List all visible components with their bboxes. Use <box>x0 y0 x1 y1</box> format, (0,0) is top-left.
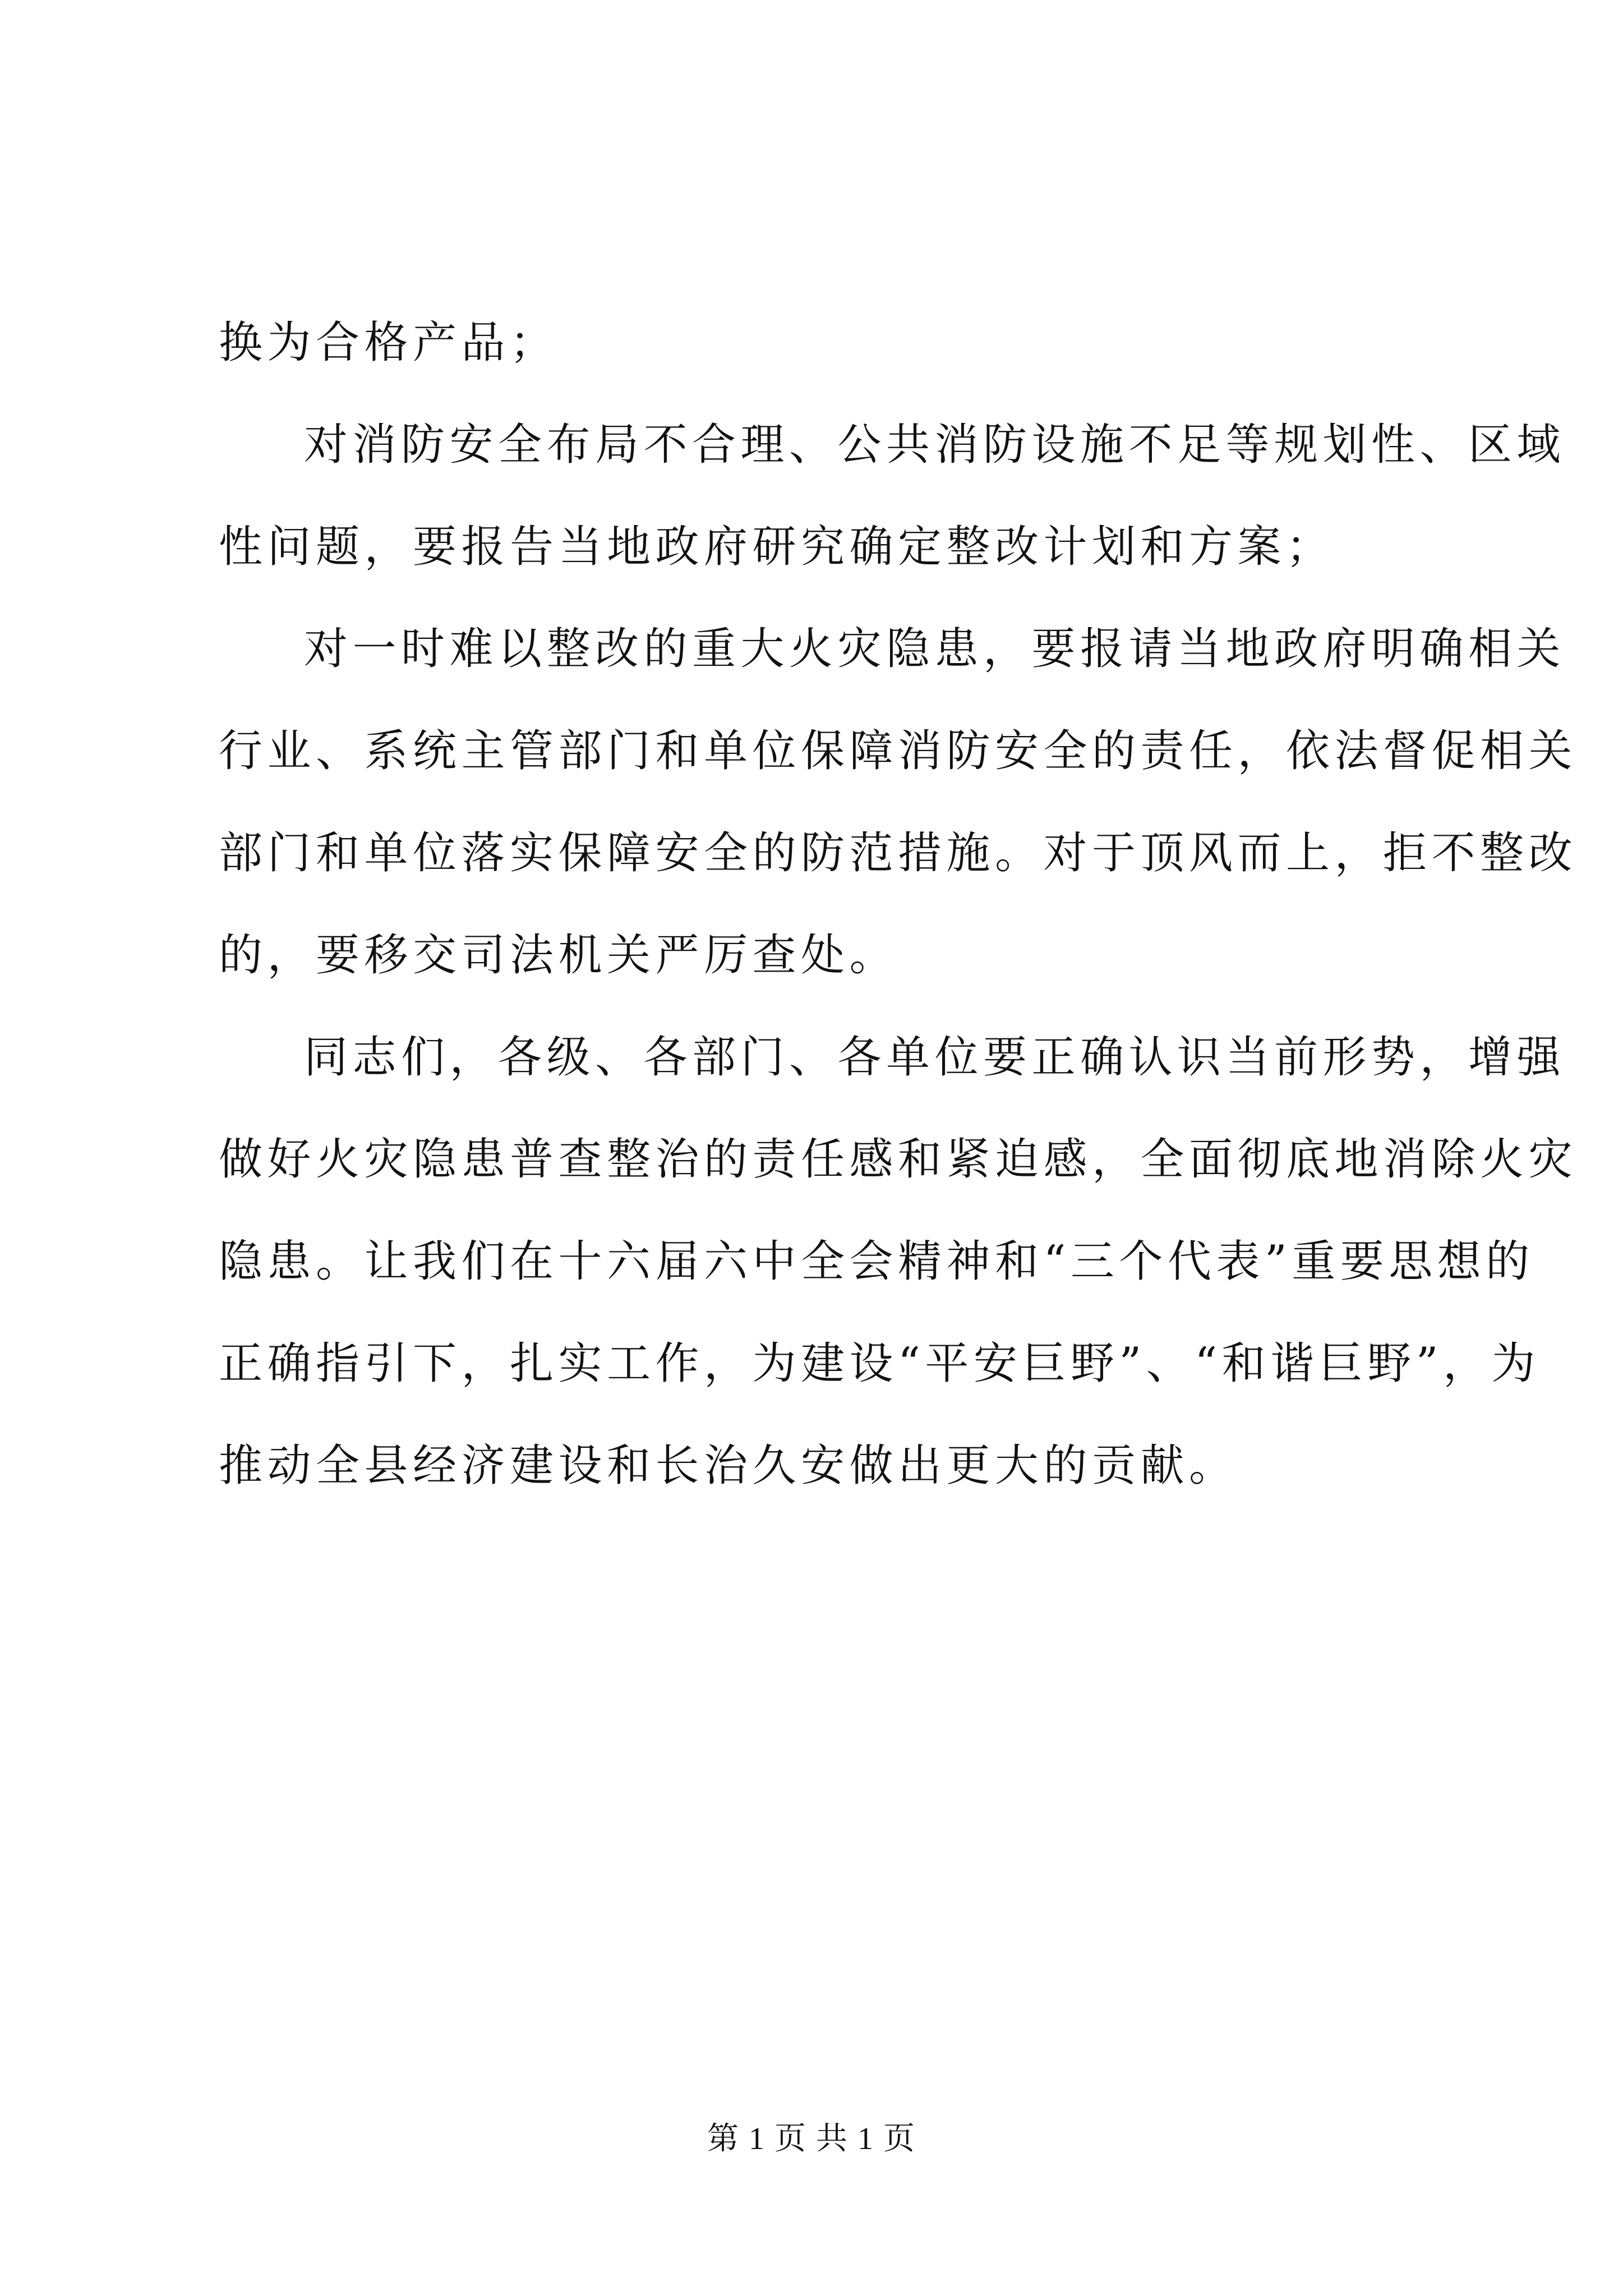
text-line: 部门和单位落实保障安全的防范措施。对于顶风而上，拒不整改 <box>219 828 1578 878</box>
document-body <box>219 292 1578 1517</box>
text-line: 对一时难以整改的重大火灾隐患，要报请当地政府明确相关 <box>304 624 1566 674</box>
text-line: 换为合格产品； <box>219 318 559 368</box>
text-line: 行业、系统主管部门和单位保障消防安全的责任，依法督促相关 <box>219 726 1578 776</box>
text-line: 同志们，各级、各部门、各单位要正确认识当前形势，增强 <box>304 1032 1566 1083</box>
text-line: 推动全县经济建设和长治久安做出更大的贡献。 <box>219 1441 1238 1491</box>
text-line: 隐患。让我们在十六届六中全会精神和“三个代表”重要思想的 <box>219 1236 1534 1287</box>
text-line: 正确指引下，扎实工作，为建设“平安巨野”、“和谐巨野”，为 <box>219 1338 1541 1389</box>
page-number-footer: 第 1 页 共 1 页 <box>707 2122 916 2156</box>
text-line: 的，要移交司法机关严厉查处。 <box>219 930 898 981</box>
text-line: 做好火灾隐患普查整治的责任感和紧迫感，全面彻底地消除火灾 <box>219 1134 1578 1185</box>
text-line: 对消防安全布局不合理、公共消防设施不足等规划性、区域 <box>304 420 1566 470</box>
text-line: 性问题，要报告当地政府研究确定整改计划和方案； <box>219 522 1335 572</box>
